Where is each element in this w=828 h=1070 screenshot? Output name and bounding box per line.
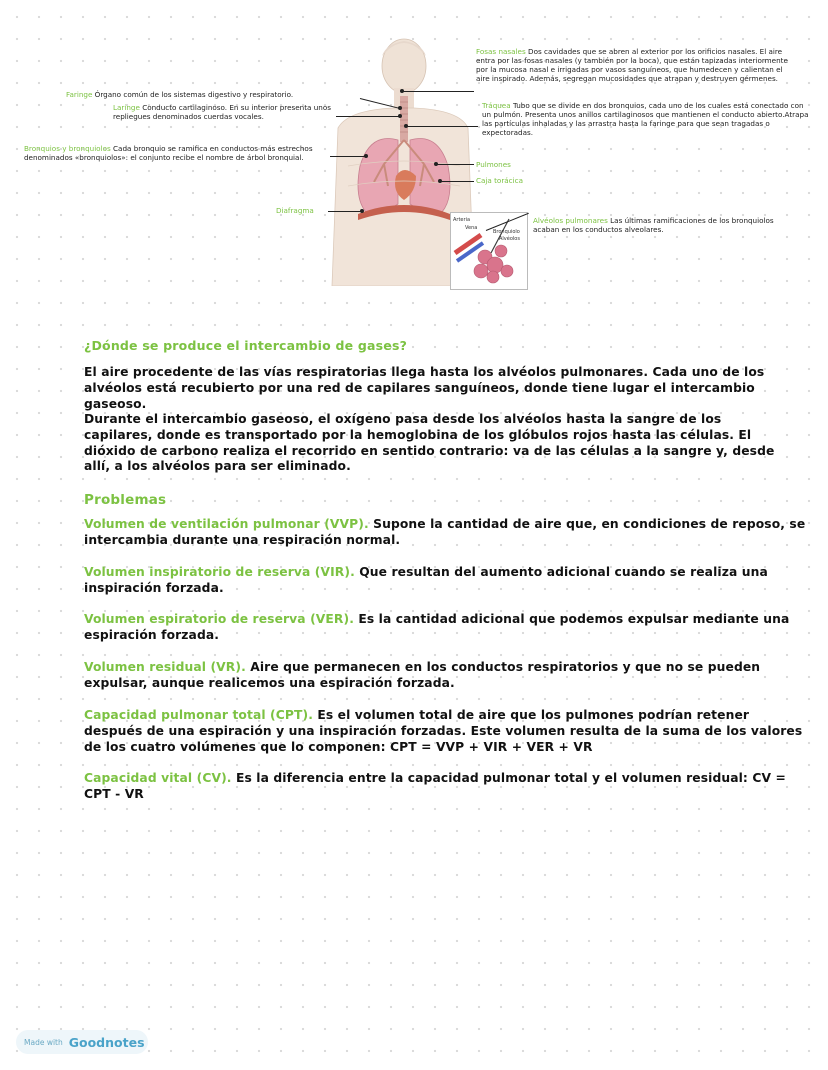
desc-vir: Que resultan del aumento adicional cuando se realiza una inspiración forzada. [84,565,768,595]
annotation-traquea [482,101,814,137]
dot-pulmones [434,162,438,166]
term-vvp: Volumen de ventilación pulmonar (VVP). [84,517,369,531]
annotation-caja [476,176,523,185]
leader-caja [440,181,474,182]
alveoli-inset [450,212,528,290]
dot-laringe [398,114,402,118]
term-caja: Caja torácica [476,176,523,185]
section-title-problemas: Problemas [84,492,167,508]
paragraph-1: El aire procedente de las vías respiratorias llega hasta los alvéolos pulmonares. Cada uno de los alvéolos está recubierto por una red de capilares sanguíneos, donde tiene lugar el intercambio gaseoso. [84,365,765,411]
desc-laringe: Conducto cartilaginoso. En su interior presenta unos repliegues denominados cuerdas vocales. [113,103,331,121]
desc-bronquios: Cada bronquio se ramifica en conductos más estrechos denominados «bronquiolos»: el conjunto recibe el nombre de árbol bronquial. [24,144,313,162]
annotation-diafragma [276,206,314,215]
desc-cv: Es la diferencia entre la capacidad pulmonar total y el volumen residual: CV = CPT - VR [84,771,786,801]
term-alveolos: Alvéolos pulmonares [533,216,608,225]
desc-ver: Es la cantidad adicional que podemos expulsar mediante una espiración forzada. [84,612,790,642]
inset-label-arteria: Arteria [453,217,471,223]
inset-label-alveolos: Alvéolos [499,236,520,242]
dot-traquea [404,124,408,128]
alveoli-illustration [451,213,527,289]
term-laringe: Laringe [113,103,140,112]
desc-fosas: Dos cavidades que se abren al exterior por los orificios nasales. El aire entra por las fosas nasales (y también por la boca), que están tapizadas interiormente por la mucosa nasal e irrigadas por vasos sanguíneos, que humedecen y calientan el aire inspirado. Además, segregan mucosidades que atrapan y destruyen gérmenes. [476,47,788,83]
term-diafragma: Diafragma [276,206,314,215]
dot-faringe [398,106,402,110]
term-pulmones: Pulmones [476,160,511,169]
leader-laringe [336,116,400,117]
problem-item-vvp [84,517,809,549]
dot-caja [438,179,442,183]
desc-vvp: Supone la cantidad de aire que, en condiciones de reposo, se intercambia durante una respiración normal. [84,517,806,547]
desc-cpt: Es el volumen total de aire que los pulmones podrían retener después de una espiración y una inspiración forzadas. Este volumen resulta de la suma de los valores de los cuatro volúmenes que lo componen: CPT = VVP + VIR + VER + VR [84,708,803,754]
paragraph-2: Durante el intercambio gaseoso, el oxígeno pasa desde los alvéolos hasta la sangre de los capilares, donde es transportado por la hemoglobina de los glóbulos rojos hasta las células. El dióxido de carbono realiza el recorrido en sentido contrario: va de las células a la sangre y, desde allí, a los alvéolos para ser eliminado. [84,412,775,474]
problem-item-vir [84,565,809,597]
term-vir: Volumen inspiratorio de reserva (VIR). [84,565,355,579]
section-title-intercambio: ¿Dónde se produce el intercambio de gases? [84,338,408,353]
desc-faringe: Órgano común de los sistemas digestivo y respiratorio. [94,90,294,99]
term-cv: Capacidad vital (CV). [84,771,232,785]
annotation-laringe [113,103,339,121]
annotation-faringe [66,90,366,99]
dot-diafragma [360,209,364,213]
leader-bronquios [330,156,366,157]
dot-fosas [400,89,404,93]
goodnotes-logo: Goodnotes [68,1034,145,1050]
annotation-alveolos [533,216,783,234]
annotation-bronquios [24,144,330,162]
term-traquea: Tráquea [482,101,511,110]
annotation-pulmones [476,160,511,169]
term-vr: Volumen residual (VR). [84,660,246,674]
inset-label-bronquiolo: Bronquiolo [493,229,520,235]
problem-item-vr [84,660,809,692]
dot-bronquios [364,154,368,158]
made-with-label: Made with [24,1037,63,1047]
made-with-goodnotes-badge[interactable] [16,1030,148,1054]
leader-diafragma [328,211,362,212]
term-bronquios: Bronquios y bronquiolos [24,144,111,153]
problem-item-cv [84,771,809,803]
leader-fosas [402,91,474,92]
leader-pulmones [436,164,474,165]
problem-item-cpt [84,708,809,755]
problem-item-ver [84,612,809,644]
inset-label-vena: Vena [465,225,478,231]
term-fosas: Fosas nasales [476,47,526,56]
term-faringe: Faringe [66,90,93,99]
term-cpt: Capacidad pulmonar total (CPT). [84,708,313,722]
desc-vr: Aire que permanecen en los conductos respiratorios y que no se pueden expulsar, aunque realicemos una espiración forzada. [84,660,761,690]
leader-traquea [406,126,478,127]
desc-alveolos: Las últimas ramificaciones de los bronquiolos acaban en los conductos alveolares. [533,216,774,234]
term-ver: Volumen espiratorio de reserva (VER). [84,612,354,626]
desc-traquea: Tubo que se divide en dos bronquios, cada uno de los cuales está conectado con un pulmón. Presenta unos anillos cartilaginosos que mantienen el conducto abierto.Atrapa las partículas inhaladas y las arrastra hasta la faringe para que sean tragadas o expectoradas. [482,101,809,137]
annotation-fosas [476,47,796,83]
